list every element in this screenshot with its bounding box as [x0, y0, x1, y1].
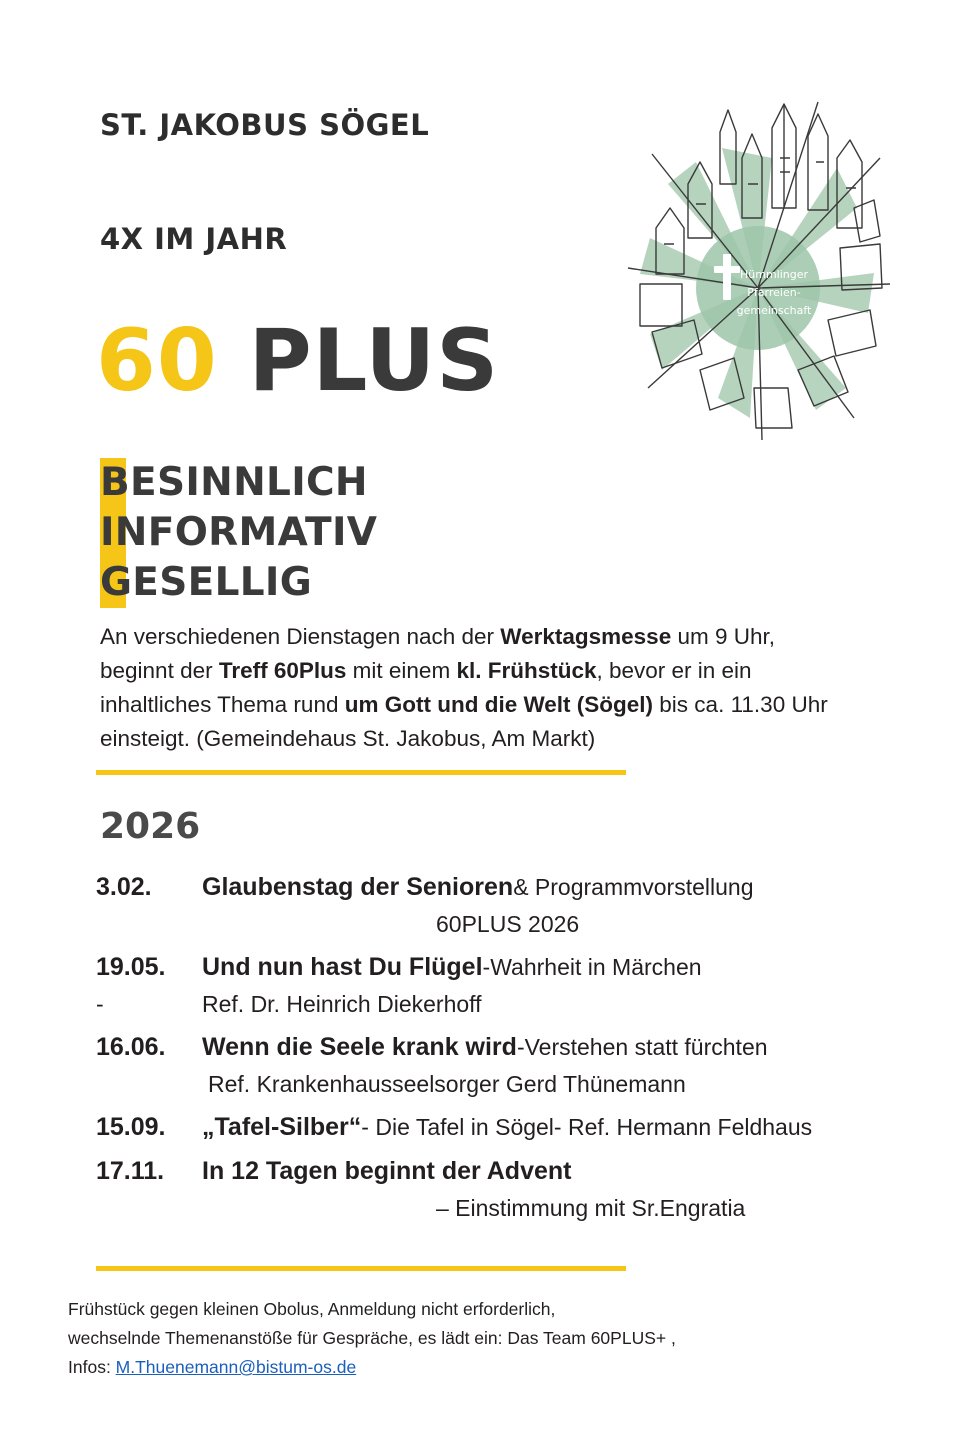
desc-bold-treff: Treff 60Plus	[218, 658, 347, 683]
event-speaker: Ref. Dr. Heinrich Diekerhoff	[202, 991, 482, 1017]
list-item	[96, 1028, 896, 1102]
logo-text-line-2: Pfarreien-	[747, 286, 801, 299]
logo-text-line-3: gemeinschaft	[736, 304, 812, 317]
organization-title: ST. JAKOBUS SÖGEL	[100, 108, 430, 142]
list-item	[96, 1108, 896, 1146]
description-paragraph	[100, 620, 840, 756]
event-subtitle: -Wahrheit in Märchen	[482, 954, 702, 980]
desc-part-2: um 9 Uhr, beginnt der	[100, 624, 775, 683]
desc-part-1: An verschiedenen Dienstagen nach der	[100, 624, 501, 649]
divider-bottom	[96, 1266, 626, 1271]
schedule-list	[96, 868, 896, 1232]
event-second-line: Ref. Krankenhausseelsorger Gerd Thünemann	[208, 1071, 686, 1097]
divider-top	[96, 770, 626, 775]
event-second-line: 60PLUS 2026	[436, 911, 580, 937]
parish-logo-graphic	[622, 88, 894, 452]
quality-line-3	[100, 558, 530, 608]
event-date: 16.06.	[96, 1033, 166, 1061]
event-dash: -	[96, 991, 104, 1017]
event-line	[96, 948, 896, 986]
event-second-line	[96, 986, 896, 1022]
event-title: Und nun hast Du Flügel	[202, 953, 483, 981]
event-subtitle: - Die Tafel in Sögel- Ref. Hermann Feldhaus	[361, 1114, 813, 1140]
quality-line-1	[100, 458, 530, 508]
desc-bold-fruehstueck: kl. Frühstück	[456, 658, 597, 683]
qualities-block	[100, 458, 530, 608]
page-title-number: 60	[96, 311, 249, 411]
quality-text-3: GESELLIG	[100, 560, 313, 605]
footer-line-2: wechselnde Themenanstöße für Gespräche, es lädt ein: Das Team 60PLUS+ ,	[68, 1328, 676, 1348]
email-link[interactable]: M.Thuenemann@bistum-os.de	[115, 1357, 357, 1377]
event-title: Wenn die Seele krank wird	[202, 1033, 517, 1061]
footer-line-1: Frühstück gegen kleinen Obolus, Anmeldung nicht erforderlich,	[68, 1299, 556, 1319]
desc-part-4: , bevor er in ein inhaltliches Thema rund	[100, 658, 752, 717]
frequency-title: 4X IM JAHR	[100, 222, 288, 256]
year-heading: 2026	[100, 806, 201, 847]
event-line	[96, 1028, 896, 1066]
desc-part-3: mit einem	[346, 658, 457, 683]
quality-text-1: BESINNLICH	[100, 460, 368, 505]
event-line	[96, 1108, 896, 1146]
desc-bold-werktagsmesse: Werktagsmesse	[500, 624, 672, 649]
event-date: 17.11.	[96, 1157, 165, 1185]
footer-notes	[68, 1295, 868, 1382]
quality-line-2	[100, 508, 530, 558]
list-item	[96, 1152, 896, 1226]
quality-text-2: INFORMATIV	[100, 510, 378, 555]
parish-logo	[622, 88, 894, 452]
desc-bold-thema: um Gott und die Welt (Sögel)	[344, 692, 654, 717]
event-line	[96, 868, 896, 906]
desc-part-5: bis ca. 11.30 Uhr einsteigt. (Gemeindehaus St. Jakobus, Am Markt)	[100, 692, 828, 751]
event-subtitle: & Programmvorstellung	[513, 874, 754, 900]
list-item	[96, 868, 896, 942]
footer-info-label: Infos:	[68, 1357, 116, 1377]
page-title	[96, 311, 500, 411]
event-date: 3.02.	[96, 873, 152, 901]
event-second-line: – Einstimmung mit Sr.Engratia	[436, 1195, 746, 1221]
event-date: 19.05.	[96, 953, 166, 981]
list-item	[96, 948, 896, 1022]
footer-line-3	[68, 1353, 868, 1382]
event-title: Glaubenstag der Senioren	[202, 873, 514, 901]
event-title: In 12 Tagen beginnt der Advent	[202, 1157, 572, 1185]
event-line	[96, 1152, 896, 1190]
event-subtitle: -Verstehen statt fürchten	[516, 1034, 768, 1060]
event-date: 15.09.	[96, 1113, 166, 1141]
page-title-word: PLUS	[248, 311, 500, 411]
event-title: „Tafel-Silber“	[202, 1113, 362, 1141]
logo-text-line-1: Hümmlinger	[739, 268, 809, 281]
